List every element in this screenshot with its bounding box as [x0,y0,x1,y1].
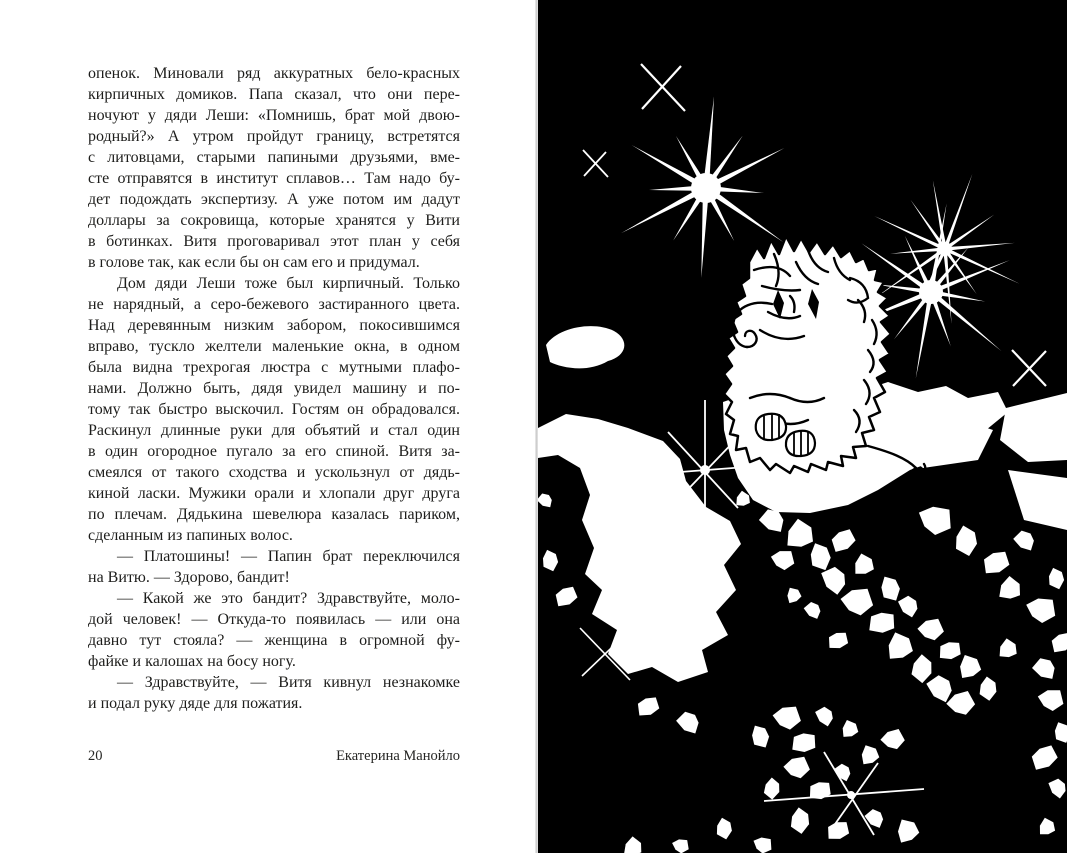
text-line: с литовцами, старыми папиными друзьями, вме- [88,149,460,166]
text-line: родный?» А утром пройдут границу, встретятся [88,128,460,145]
text-line: Дом дяди Леши тоже был кирпичный. Только [117,275,460,292]
text-line: доллары за сокровища, которые хранятся у Вити [88,212,460,229]
text-line: опенок. Миновали ряд аккуратных бело-красных [88,65,460,82]
text-line: не нарядный, а серо-бежевого застиранного цвета. [88,296,460,313]
text-line: по плечам. Дядькина шевелюра казалась париком, [88,506,460,523]
text-line: в один огородное пугало за его спиной. Витя за- [88,443,460,460]
text-line: файке и калошах на босу ногу. [88,653,296,670]
text-column [88,63,460,714]
text-line: в голове так, как если бы он сам его и придумал. [88,254,420,271]
text-line: дой человек! — Откуда-то появилась — или она [88,611,460,628]
text-line: сделанным из папиных волос. [88,527,293,544]
text-line: была видна трехрогая люстра с мутными плафо- [88,359,460,376]
text-line: тому так быстро выскочил. Гостям он обрадовался. [88,401,460,418]
text-line: смеялся от такого сходства и ускользнул от дядь- [88,464,460,481]
text-line: — Платошины! — Папин брат переключился [117,548,460,565]
text-line: — Какой же это бандит? Здравствуйте, моло- [117,590,460,607]
text-line: Над деревянным низким забором, покосившимся [88,317,460,334]
text-line: сте отправятся в институт сплавов… Там надо бу- [88,170,460,187]
running-title: Екатерина Манойло [336,748,460,764]
mammoth-illustration [538,0,1067,853]
text-line: дет подождать экспертизу. А уже потом им дадут [88,191,460,208]
page-footer [88,748,460,765]
text-line: кирпичных домиков. Папа сказал, что они пере- [88,86,460,103]
right-page [538,0,1067,853]
page-number: 20 [88,748,103,764]
text-line: в ботинках. Витя проговаривал этот план у себя [88,233,460,250]
text-line: нами. Должно быть, дядя увидел машину и по- [88,380,460,397]
text-line: ночуют у дяди Леши: «Помнишь, брат мой двою- [88,107,460,124]
text-line: вправо, тускло желтели маленькие окна, в одном [88,338,460,355]
text-line: киной ласки. Мужики орали и хлопали друг друга [88,485,460,502]
text-line: и подал руку дяде для пожатия. [88,695,303,712]
text-line: давно тут стояла? — женщина в огромной фу- [88,632,460,649]
text-line: — Здравствуйте, — Витя кивнул незнакомке [117,674,460,691]
text-line: на Витю. — Здорово, бандит! [88,569,290,586]
text-line: Раскинул длинные руки для объятий и стал один [88,422,460,439]
